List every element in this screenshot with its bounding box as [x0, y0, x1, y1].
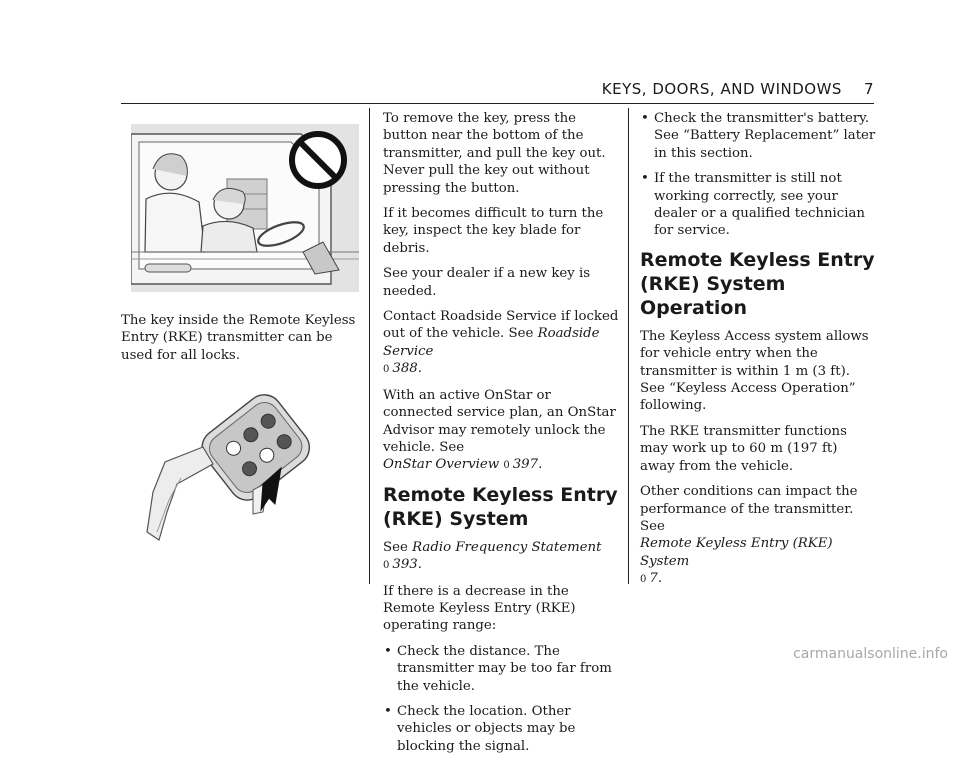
page-ref-arrow-icon: 0 — [383, 560, 390, 572]
key-debris-paragraph: If it becomes difficult to turn the key, inspect the key blade for debris. — [383, 206, 604, 256]
other-conditions-paragraph: Other conditions can impact the performance of the transmitter. See Remote Keyless Entry (RKE) System 0 7. — [640, 484, 858, 587]
list-item: • Check the distance. The transmitter may be too far from the vehicle. — [383, 643, 623, 695]
roadside-service-link[interactable]: Roadside Service — [383, 326, 600, 359]
watermark: carmanualsonline.info — [793, 646, 948, 662]
list-item: • Check the location. Other vehicles or objects may be blocking the signal. — [383, 703, 623, 755]
page-ref-arrow-icon: 0 — [640, 574, 647, 586]
page-header — [602, 80, 874, 98]
column-1 — [121, 312, 357, 372]
header-rule — [121, 103, 874, 104]
list-item: • If the transmitter is still not working correctly, see your dealer or a qualified technician for service. — [640, 170, 876, 240]
rke-operation-heading: Remote Keyless Entry (RKE) System Operation — [640, 248, 875, 319]
keyless-access-paragraph: The Keyless Access system allows for vehicle entry when the transmitter is within 1 m (3 ft). See “Keyless Access Operation” following. — [640, 328, 869, 414]
roadside-paragraph: Contact Roadside Service if locked out of the vehicle. See Roadside Service 0 388. — [383, 309, 619, 377]
child-in-car-illustration — [131, 124, 359, 292]
list-item: • Check the transmitter's battery. See “Battery Replacement” later in this section. — [640, 110, 876, 162]
column-3 — [640, 110, 876, 597]
page-ref-arrow-icon: 0 — [383, 364, 390, 376]
onstar-paragraph: With an active OnStar or connected service plan, an OnStar Advisor may remotely unlock the vehicle. See OnStar Overview 0 397. — [383, 387, 616, 473]
page-ref-arrow-icon: 0 — [503, 460, 510, 472]
page-reference[interactable]: 0 388. — [383, 361, 422, 377]
page-reference[interactable]: 0 7. — [640, 571, 663, 587]
rke-system-link[interactable]: Remote Keyless Entry (RKE) System — [640, 536, 833, 569]
radio-frequency-link[interactable]: Radio Frequency Statement — [412, 539, 602, 555]
rke-transmitter-illustration — [133, 372, 343, 552]
radio-frequency-paragraph: See Radio Frequency Statement 0 393. — [383, 539, 602, 573]
column-2 — [383, 110, 623, 763]
column-divider-2 — [628, 108, 629, 584]
page-reference[interactable]: 0 397. — [503, 457, 543, 473]
new-key-paragraph: See your dealer if a new key is needed. — [383, 266, 591, 299]
page-number: 7 — [863, 80, 874, 98]
remove-key-paragraph: To remove the key, press the button near the bottom of the transmitter, and pull the key out. Never pull the key out without pressing the button. — [383, 111, 606, 196]
rke-caption: The key inside the Remote Keyless Entry (RKE) transmitter can be used for all locks. — [121, 313, 356, 363]
onstar-overview-link[interactable]: OnStar Overview — [383, 457, 500, 473]
range-decrease-paragraph: If there is a decrease in the Remote Keyless Entry (RKE) operating range: — [383, 583, 576, 634]
column-divider-1 — [369, 108, 370, 584]
rke-system-heading: Remote Keyless Entry (RKE) System — [383, 483, 618, 530]
page-reference[interactable]: 0 393. — [383, 557, 422, 573]
section-title: KEYS, DOORS, AND WINDOWS — [601, 80, 842, 98]
range-paragraph: The RKE transmitter functions may work up to 60 m (197 ft) away from the vehicle. — [640, 423, 847, 474]
